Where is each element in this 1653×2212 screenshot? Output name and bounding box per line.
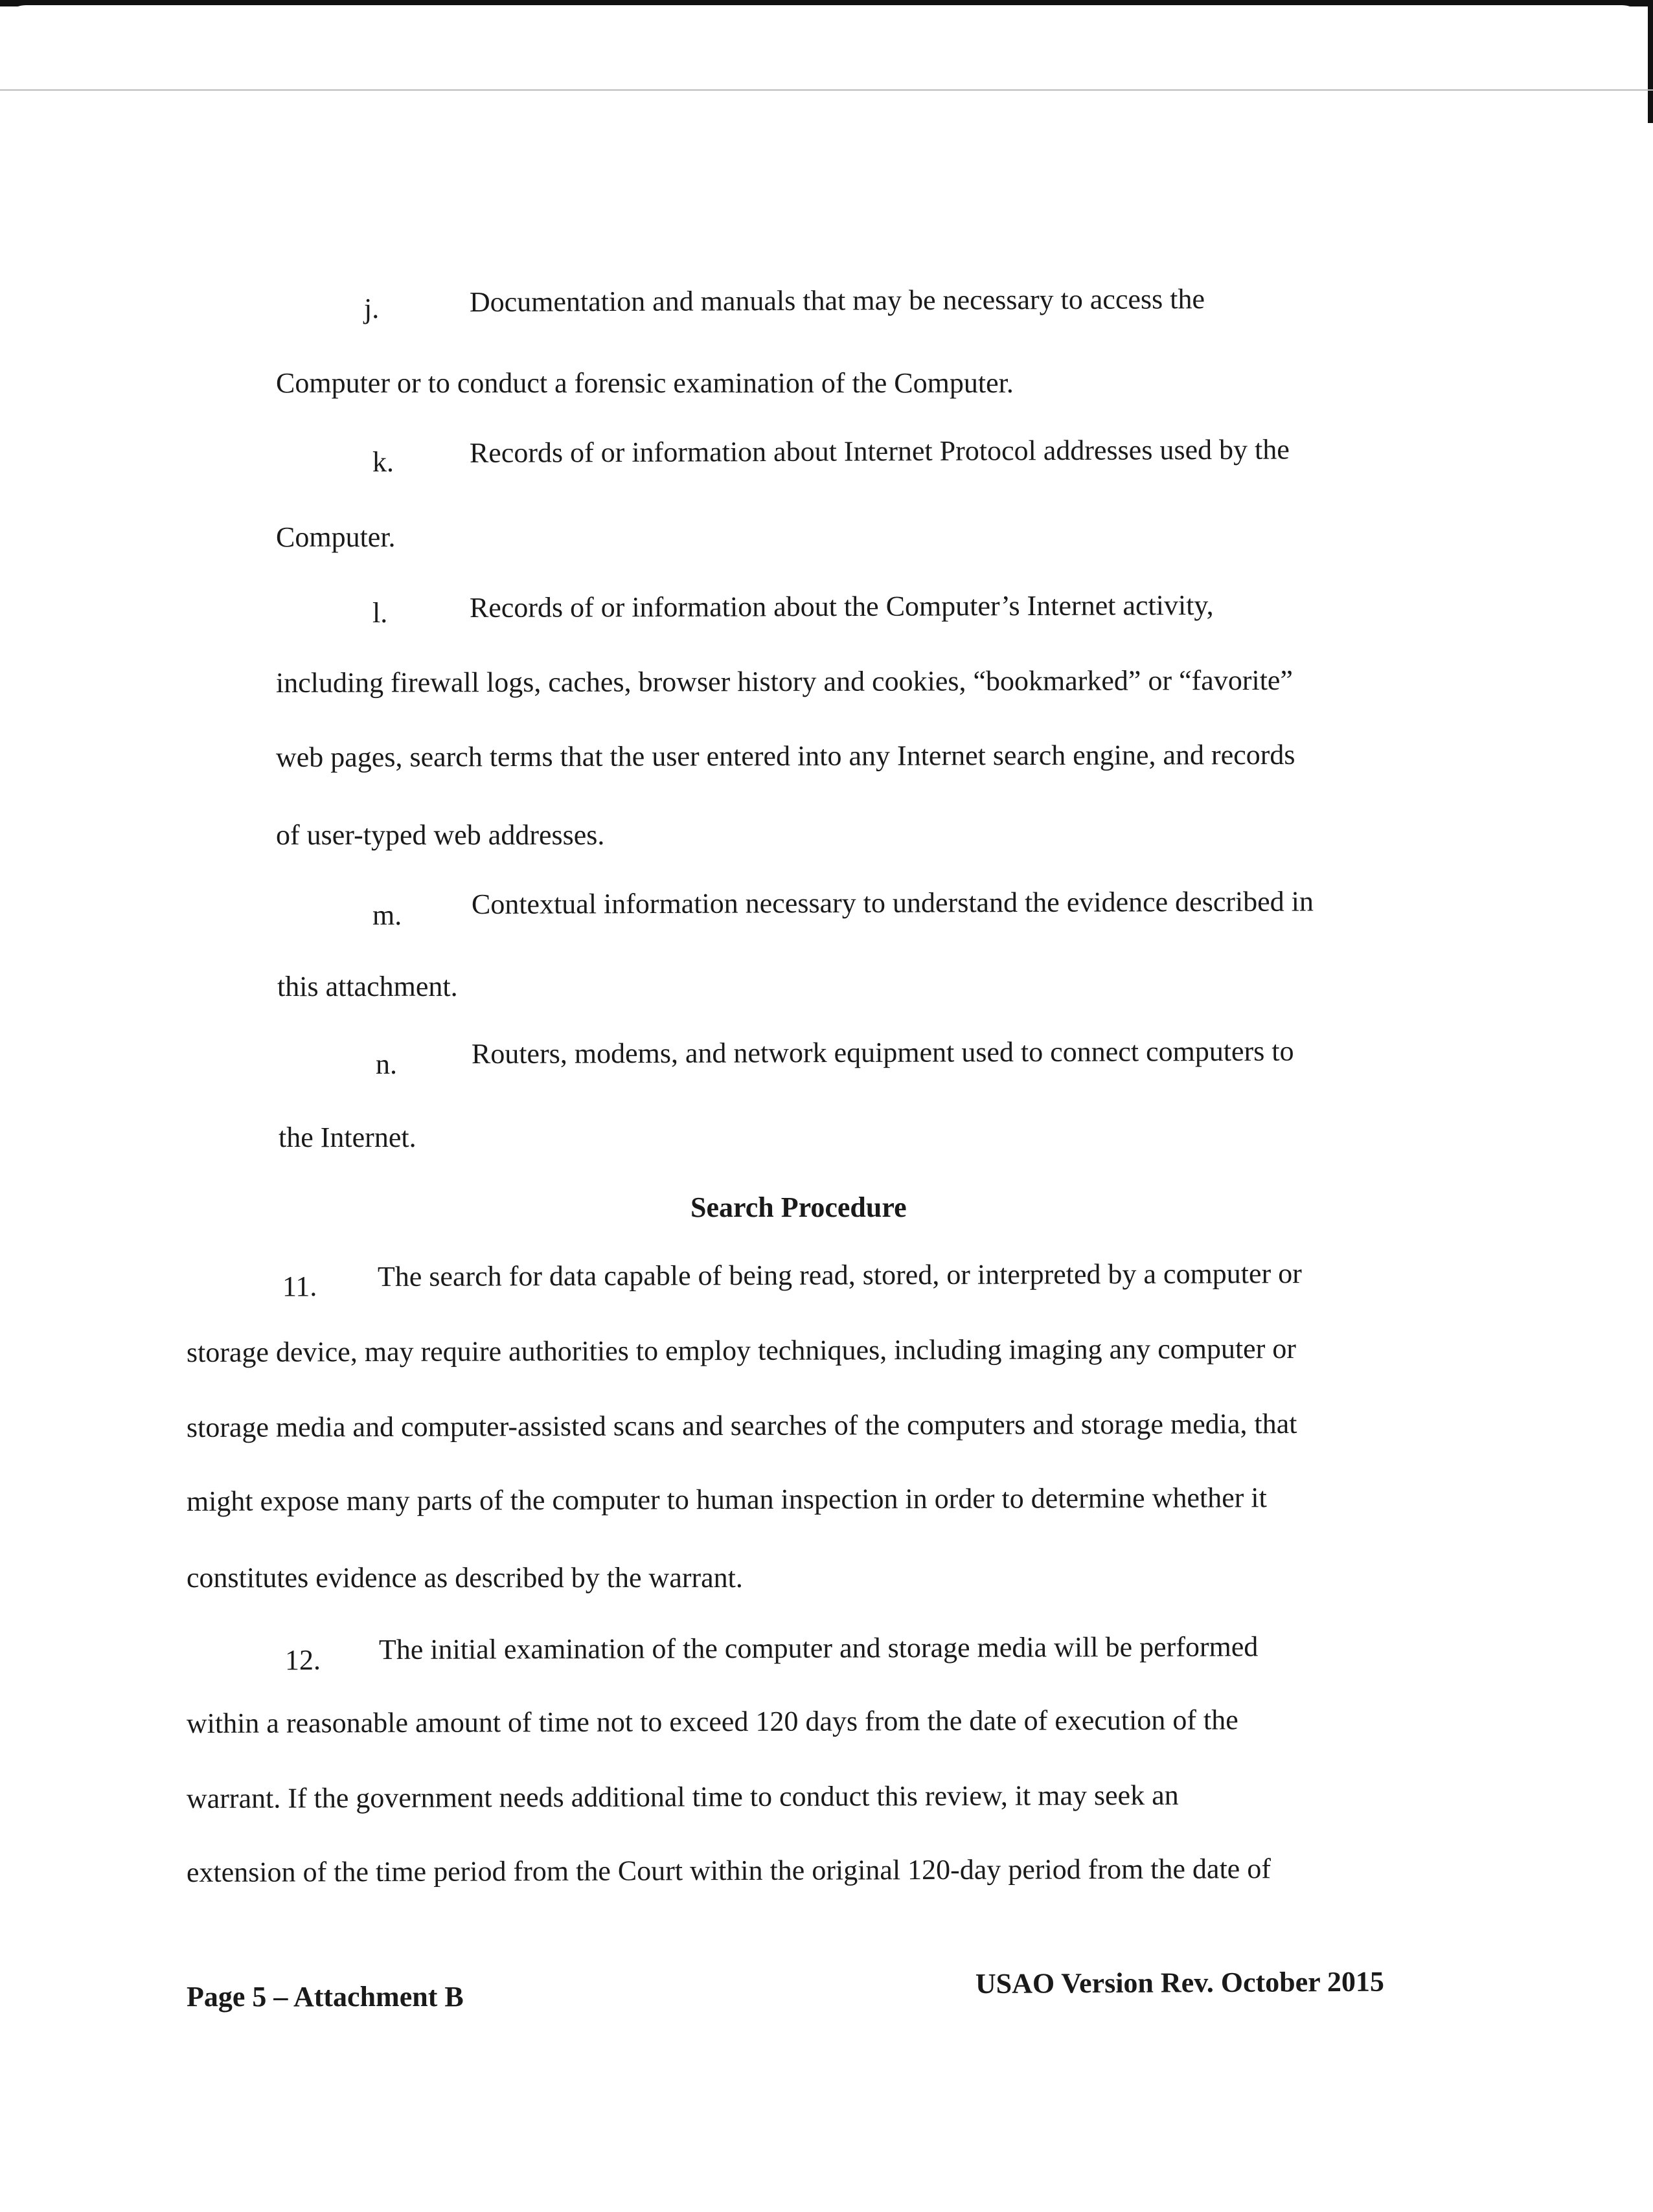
- item-l-marker: l.: [372, 597, 388, 629]
- item-l-line2: including firewall logs, caches, browser history and cookies, “bookmarked” or “favorite”: [275, 664, 1294, 699]
- paragraph-12-line2: within a reasonable amount of time not to exceed 120 days from the date of execution of the: [186, 1704, 1238, 1739]
- item-k-line1: Records of or information about Internet Protocol addresses used by the: [469, 433, 1290, 469]
- item-l-line3: web pages, search terms that the user entered into any Internet search engine, and records: [275, 738, 1295, 773]
- paragraph-11-number: 11.: [282, 1270, 317, 1302]
- paragraph-12-line4: extension of the time period from the Court within the original 120-day period from the date of: [186, 1853, 1271, 1888]
- paragraph-11-line3: storage media and computer-assisted scans and searches of the computers and storage media, that: [186, 1408, 1297, 1443]
- item-n-marker: n.: [376, 1048, 397, 1080]
- paragraph-11-line2: storage device, may require authorities to employ techniques, including imaging any computer or: [186, 1333, 1297, 1368]
- item-n-line2: the Internet.: [279, 1122, 416, 1153]
- paragraph-12-line1: The initial examination of the computer and storage media will be performed: [378, 1631, 1259, 1665]
- item-m-line1: Contextual information necessary to understand the evidence described in: [471, 885, 1314, 920]
- item-l-line1: Records of or information about the Computer’s Internet activity,: [469, 589, 1214, 624]
- scan-page-corner: [0, 5, 1648, 89]
- paragraph-12-number: 12.: [285, 1644, 321, 1676]
- item-j-line1: Documentation and manuals that may be necessary to access the: [469, 283, 1205, 318]
- item-j-marker: j.: [364, 293, 380, 324]
- paragraph-11-line4: might expose many parts of the computer to human inspection in order to determine whether it: [186, 1482, 1267, 1517]
- item-m-line2: this attachment.: [277, 971, 458, 1002]
- item-n-line1: Routers, modems, and network equipment used to connect computers to: [471, 1035, 1294, 1070]
- scan-fold-line: [0, 89, 1653, 91]
- paragraph-11-line1: The search for data capable of being read, stored, or interpreted by a computer or: [377, 1258, 1302, 1292]
- footer-page-label: Page 5 – Attachment B: [187, 1981, 464, 2013]
- footer-version: USAO Version Rev. October 2015: [975, 1965, 1385, 2000]
- scan-edge-right: [1648, 0, 1653, 123]
- paragraph-11-line5: constitutes evidence as described by the warrant.: [187, 1562, 743, 1594]
- item-k-marker: k.: [372, 446, 394, 478]
- item-k-line2: Computer.: [276, 521, 396, 553]
- section-heading: Search Procedure: [690, 1191, 907, 1223]
- item-j-line2: Computer or to conduct a forensic examination of the Computer.: [276, 367, 1014, 399]
- paragraph-12-line3: warrant. If the government needs additional time to conduct this review, it may seek an: [186, 1779, 1179, 1814]
- item-l-line4: of user-typed web addresses.: [276, 819, 605, 851]
- item-m-marker: m.: [372, 899, 402, 931]
